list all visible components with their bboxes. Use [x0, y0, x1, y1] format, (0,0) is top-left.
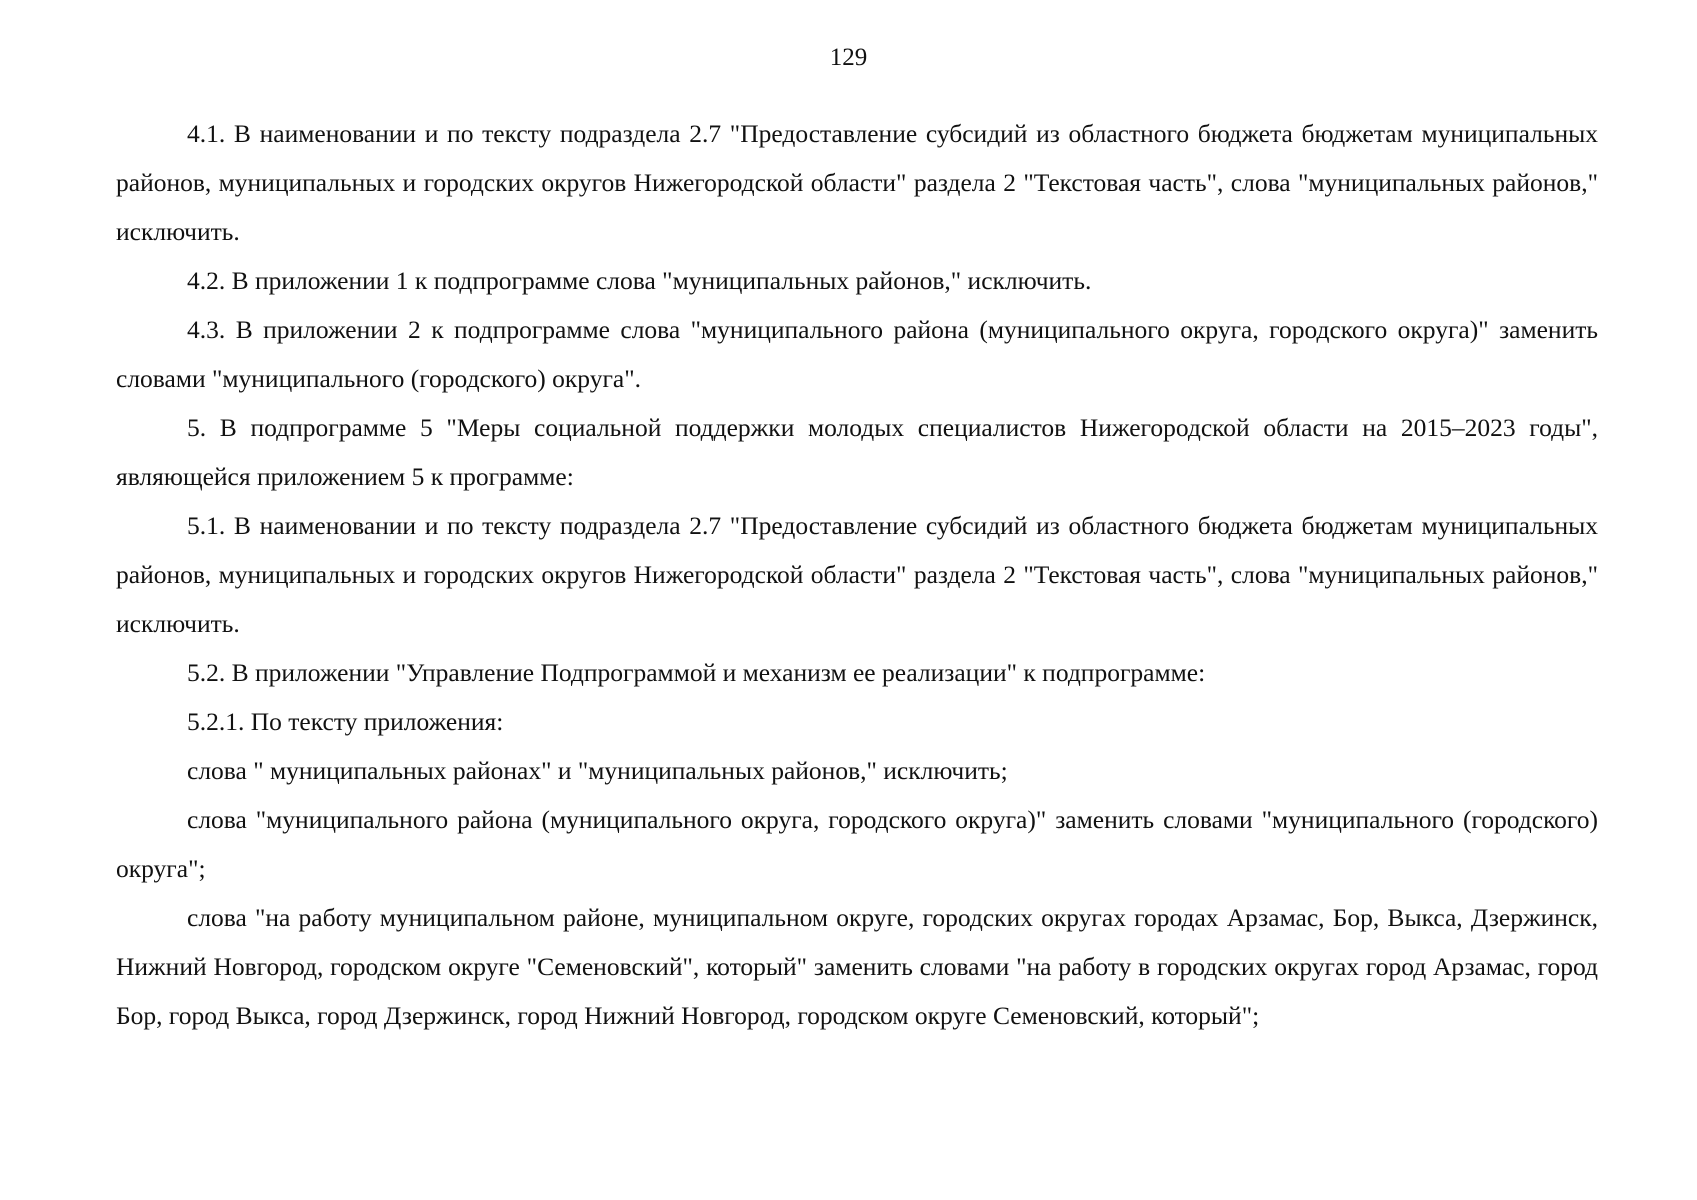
- document-body: [116, 109, 1598, 1040]
- paragraph-replace-district: слова "муниципального района (муниципального округа, городского округа)" заменить словами "муниципального (городского) округа";: [116, 805, 1598, 883]
- paragraph-exclude-districts: слова " муниципальных районах" и "муниципальных районов," исключить;: [187, 756, 1008, 785]
- page-number: 129: [829, 44, 868, 71]
- paragraph-5: 5. В подпрограмме 5 "Меры социальной поддержки молодых специалистов Нижегородской области на 2015–2023 годы", являющейся приложением 5 к программе:: [116, 413, 1598, 491]
- paragraph-5-2-1: 5.2.1. По тексту приложения:: [187, 707, 504, 736]
- paragraph-5-1: 5.1. В наименовании и по тексту подраздела 2.7 "Предоставление субсидий из областного бюджета бюджетам муниципальных районов, муниципальных и городских округов Нижегородской области" раздела 2 "Текстовая часть", слова "муниципальных районов," исключить.: [116, 511, 1598, 638]
- paragraph-4-3: 4.3. В приложении 2 к подпрограмме слова "муниципального района (муниципального округа, городского округа)" заменить словами "муниципального (городского) округа".: [116, 315, 1598, 393]
- paragraph-5-2: 5.2. В приложении "Управление Подпрограммой и механизм ее реализации" к подпрограмме:: [187, 658, 1206, 687]
- paragraph-4-1: 4.1. В наименовании и по тексту подраздела 2.7 "Предоставление субсидий из областного бюджета бюджетам муниципальных районов, муниципальных и городских округов Нижегородской области" раздела 2 "Текстовая часть", слова "муниципальных районов," исключить.: [116, 119, 1598, 246]
- paragraph-4-2: 4.2. В приложении 1 к подпрограмме слова "муниципальных районов," исключить.: [187, 266, 1092, 295]
- paragraph-replace-work: слова "на работу муниципальном районе, муниципальном округе, городских округах городах Арзамас, Бор, Выкса, Дзержинск, Нижний Новгород, городском округе "Семеновский", который" заменить словами "на работу в городских округах город Арзамас, город Бор, город Выкса, город Дзержинск, город Нижний Новгород, городском округе Семеновский, который";: [116, 903, 1598, 1030]
